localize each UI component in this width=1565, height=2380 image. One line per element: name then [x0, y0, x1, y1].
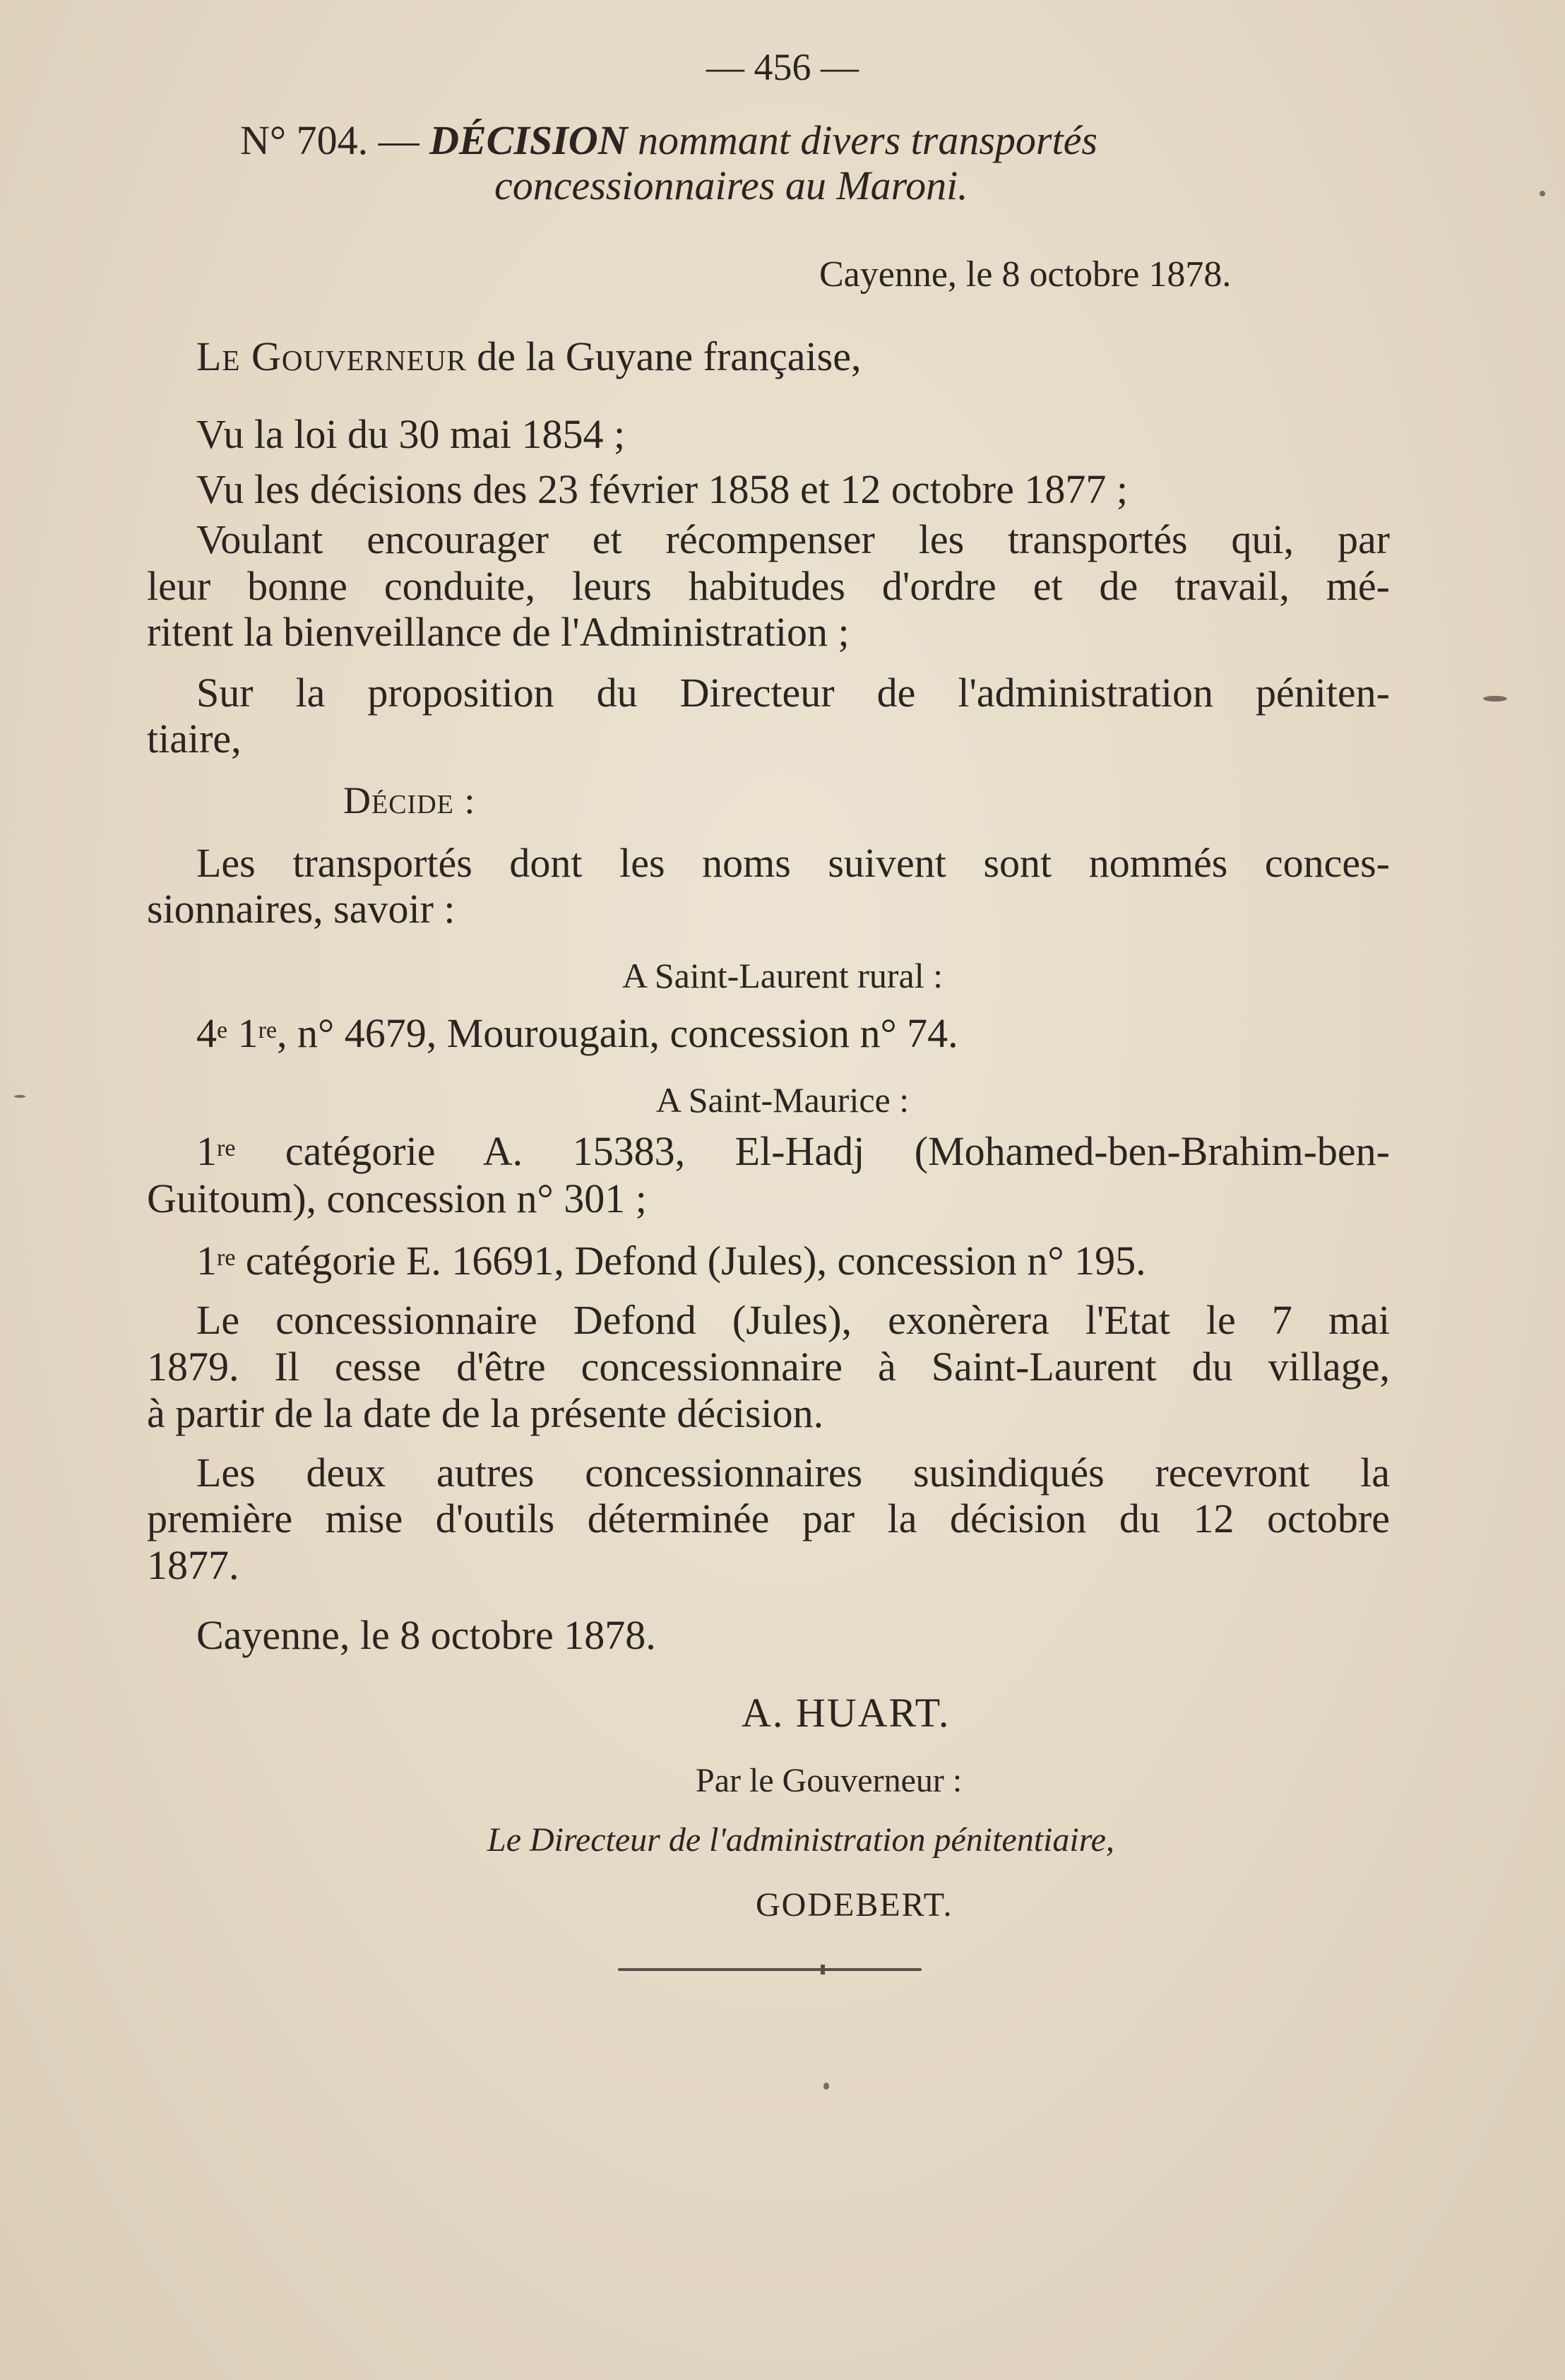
- section-saint-laurent-heading: A Saint-Laurent rural :: [621, 956, 944, 995]
- section-saint-laurent-entry: [196, 1010, 958, 1057]
- director-name: GODEBERT.: [756, 1886, 953, 1924]
- header-dash: —: [378, 117, 419, 163]
- exoneration-line3: à partir de la date de la présente décision.: [147, 1390, 824, 1436]
- saint-maurice-entry1-line1: [196, 1128, 1390, 1175]
- governor-line: [196, 333, 861, 380]
- paper-speck: [1540, 191, 1545, 196]
- exoneration-line2: 1879. Il cesse d'être concessionnaire à Saint-Laurent du village,: [147, 1344, 1390, 1390]
- entry1-text: catégorie A. 15383, El-Hadj (Mohamed-ben-Brahim-ben-: [235, 1128, 1390, 1174]
- voulant-line2: leur bonne conduite, leurs habitudes d'ordre et de travail, mé-: [147, 563, 1390, 609]
- consideration-1: Vu la loi du 30 mai 1854 ;: [196, 411, 626, 457]
- decision-header-line1: [240, 117, 1097, 164]
- governor-title: Le Gouverneur: [196, 333, 467, 379]
- entry1-sup: re: [217, 1135, 236, 1161]
- entry2-num: 1: [196, 1238, 217, 1284]
- saint-maurice-entry1-line2: Guitoum), concession n° 301 ;: [147, 1176, 647, 1221]
- outils-line1: Les deux autres concessionnaires susindiqués recevront la: [196, 1450, 1390, 1496]
- paper-speck: [823, 2083, 829, 2090]
- closing-rule-mark: [821, 1965, 825, 1975]
- closing-rule: [618, 1968, 922, 1971]
- place-date: Cayenne, le 8 octobre 1878.: [819, 254, 1232, 295]
- proposition-line2: tiaire,: [147, 716, 242, 762]
- governor-rest: de la Guyane française,: [477, 333, 862, 379]
- par-le-gouverneur: Par le Gouverneur :: [696, 1762, 963, 1799]
- entry-details: , n° 4679, Mourougain, concession n° 74.: [277, 1010, 958, 1056]
- outils-line2: première mise d'outils déterminée par la décision du 12 octobre: [147, 1496, 1390, 1541]
- intro-line1: Les transportés dont les noms suivent sont nommés conces-: [196, 840, 1390, 886]
- entry-class: 4: [196, 1010, 217, 1056]
- decision-title-rest: nommant divers transportés: [638, 117, 1097, 163]
- paper-speck: [1483, 696, 1507, 701]
- voulant-line3: ritent la bienveillance de l'Administration ;: [147, 609, 850, 655]
- entry-category-sup: re: [258, 1017, 278, 1043]
- paper-speck: [14, 1095, 25, 1098]
- consideration-2: Vu les décisions des 23 février 1858 et 12 octobre 1877 ;: [196, 466, 1128, 512]
- entry2-text: catégorie E. 16691, Defond (Jules), concession n° 195.: [235, 1238, 1146, 1284]
- decide-heading: Décide :: [343, 779, 476, 822]
- decision-title-bold: DÉCISION: [429, 117, 628, 163]
- entry2-sup: re: [217, 1245, 236, 1271]
- intro-line2: sionnaires, savoir :: [147, 886, 456, 932]
- signature: A. HUART.: [742, 1690, 951, 1736]
- saint-maurice-entry2: [196, 1238, 1146, 1284]
- section-saint-maurice-heading: A Saint-Maurice :: [655, 1080, 910, 1120]
- entry-category: 1: [227, 1010, 258, 1056]
- outils-line3: 1877.: [147, 1542, 239, 1588]
- decision-number: N° 704.: [240, 117, 369, 163]
- proposition-line1: Sur la proposition du Directeur de l'administration péniten-: [196, 670, 1390, 716]
- entry1-num: 1: [196, 1128, 217, 1174]
- page-number: — 456 —: [706, 46, 859, 88]
- closing-date: Cayenne, le 8 octobre 1878.: [196, 1612, 656, 1658]
- director-title: Le Directeur de l'administration pénitentiaire,: [487, 1821, 1114, 1859]
- exoneration-line1: Le concessionnaire Defond (Jules), exonèrera l'Etat le 7 mai: [196, 1297, 1390, 1343]
- entry-class-sup: e: [217, 1017, 228, 1043]
- voulant-line1: Voulant encourager et récompenser les transportés qui, par: [196, 516, 1390, 562]
- decision-header-line2: concessionnaires au Maroni.: [494, 162, 968, 208]
